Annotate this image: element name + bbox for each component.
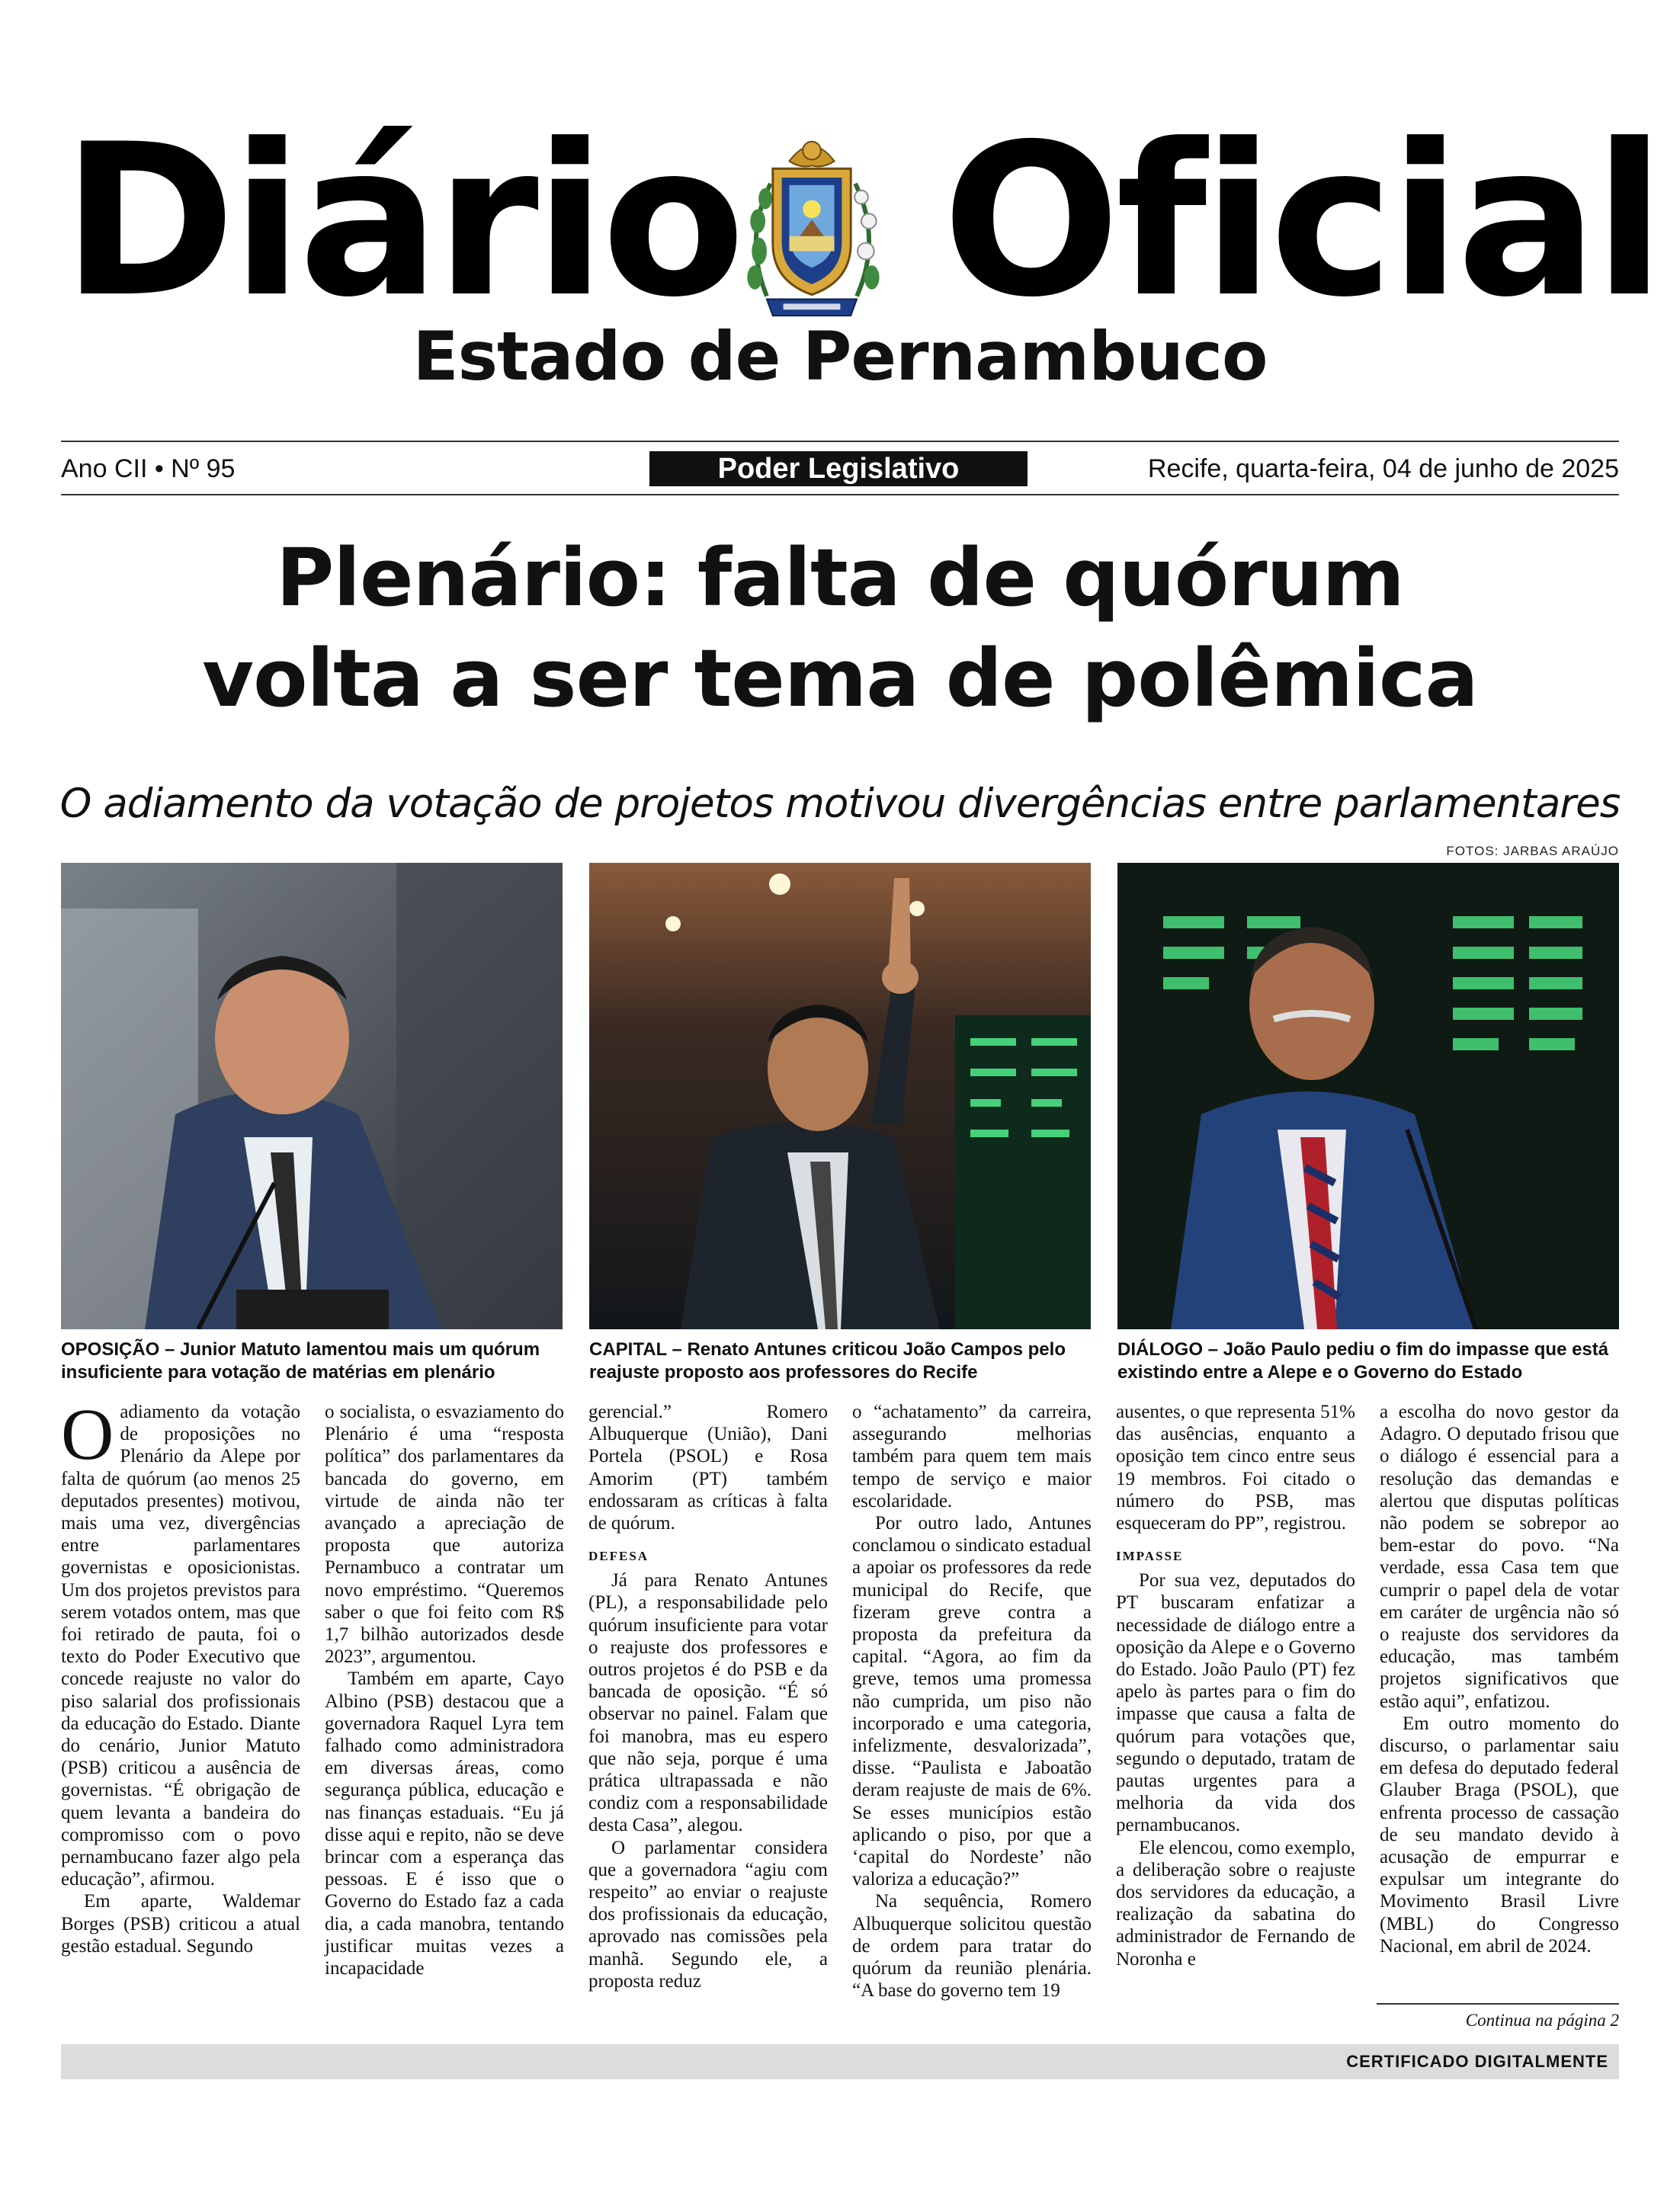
footer-certification: CERTIFICADO DIGITALMENTE <box>1346 2052 1608 2071</box>
headline-line-2: volta a ser tema de polêmica <box>202 632 1478 725</box>
article-column-3 <box>588 1401 828 1992</box>
article-paragraph: Em aparte, Waldemar Borges (PSB) criticou a atual gestão estadual. Segundo <box>61 1891 300 1957</box>
article-paragraph: o “achatamento” da carreira, assegurando melhorias também para quem tem mais tempo de serviço e maior escolaridade. <box>852 1402 1092 1511</box>
article-text: adiamento da votação de proposições no Plenário da Alepe por falta de quórum (ao menos 25 deputados presentes) motivou, mais uma vez, divergências entre parlamentares governistas e oposicionistas. Um dos projetos previstos para serem votados ontem, mas que foi retirado de pauta, foi o texto do Poder Executivo que concede reajuste no valor do piso salarial dos profissionais da educação do Estado. Diante do cenário, Junior Matuto (PSB) criticou a ausência de governistas. “É obrigação de quem levanta a bandeira do compromisso com o povo pernambucano fazer algo pela educação”, afirmou. <box>61 1402 300 1890</box>
article-paragraph <box>61 1393 300 1890</box>
article-column-4 <box>852 1401 1092 2002</box>
deck: O adiamento da votação de projetos motivou divergências entre parlamentares <box>59 780 1621 827</box>
headline <box>0 527 1680 729</box>
masthead-title-left: Diário <box>62 99 741 343</box>
drop-cap: O <box>61 1393 114 1475</box>
footer-bar <box>61 2044 1619 2079</box>
caption-photo-1: OPOSIÇÃO – Junior Matuto lamentou mais um quórum insuficiente para votação de matérias em plenário <box>61 1339 540 1383</box>
article-paragraph: o socialista, o esvaziamento do Plenário é uma “resposta política” dos parlamentares da bancada do governo, em virtude de ainda não ter avançado a apreciação de proposta que autoriza Pernambuco a contratar um novo empréstimo. “Queremos saber o que foi feito com R$ 1,7 bilhão autorizados desde 2023”, argumentou. <box>325 1402 564 1668</box>
article-paragraph: Ele elencou, como exemplo, a deliberação sobre o reajuste dos servidores da educação, a realização da sabatina do administrador de Fernando de Noronha e <box>1116 1837 1355 1970</box>
caption-photo-3: DIÁLOGO – João Paulo pediu o fim do impasse que está existindo entre a Alepe e o Governo do Estado <box>1117 1339 1609 1383</box>
article-paragraph: Já para Renato Antunes (PL), a responsabilidade pelo quórum insuficiente para votar o reajuste dos professores e outros projetos é do PSB e da bancada de oposição. “É só observar no painel. Falam que foi manobra, mas eu espero que não seja, porque é uma prática ultrapassada e não condiz com a responsabilidade desta Casa”, alegou. <box>588 1570 828 1836</box>
article-paragraph: Em outro momento do discurso, o parlamentar saiu em defesa do deputado federal Glauber Braga (PSOL), que enfrenta processo de cassação de seu mandato devido à acusação de empurrar e expulsar um integrante do Movimento Brasil Livre (MBL) do Congresso Nacional, em abril de 2024. <box>1380 1713 1619 1957</box>
article-paragraph: Por outro lado, Antunes conclamou o sindicato estadual a apoiar os professores da rede municipal do Recife, que fizeram greve contra a proposta da prefeitura da capital. “Agora, ao fim da greve, temos uma promessa não cumprida, um piso não incorporado e uma categoria, infelizmente, desvalorizada”, disse. “Paulista e Jaboatão deram reajuste de mais de 6%. Se esses municípios estão aplicando o piso, por que a ‘capital do Nordeste’ não valoriza a educação?” <box>852 1513 1092 1890</box>
pernambuco-coat-of-arms-icon <box>736 131 887 323</box>
section-tag: Poder Legislativo <box>649 451 1028 486</box>
edition-number: Ano CII • Nº 95 <box>61 454 236 483</box>
top-rule <box>61 441 1619 442</box>
article-column-5 <box>1116 1401 1355 1970</box>
photo-joao-paulo <box>1117 863 1619 1329</box>
article-paragraph: gerencial.” Romero Albuquerque (União), Dani Portela (PSOL) e Rosa Amorim (PT) também endossaram as críticas à falta de quórum. <box>588 1402 828 1534</box>
continua-rule <box>1377 2003 1619 2005</box>
photo-credit: FOTOS: JARBAS ARAÚJO <box>1446 844 1619 858</box>
article-column-2 <box>325 1401 564 1979</box>
article-paragraph: ausentes, o que representa 51% das ausências, enquanto a oposição tem cinco entre seus 19 membros. Foi citado o número do PSB, mas esqueceram do PP”, registrou. <box>1116 1402 1355 1534</box>
photo-junior-matuto <box>61 863 563 1329</box>
masthead-title-right: Oficial <box>942 99 1661 343</box>
photo-renato-antunes <box>589 863 1091 1329</box>
article-paragraph: a escolha do novo gestor da Adagro. O deputado frisou que o diálogo é essencial para a resolução das demandas e alertou que disputas políticas não podem se sobrepor ao bem-estar do povo. “Na verdade, essa Casa tem que cumprir o papel dela de votar em caráter de urgência não só o reajuste dos servidores da educação, mas também projetos significativos que estão aqui”, enfatizou. <box>1380 1402 1619 1712</box>
article-paragraph: O parlamentar considera que a governadora “agiu com respeito” ao enviar o reajuste dos profissionais da educação, aprovado nas comissões pela manhã. Segundo ele, a proposta reduz <box>588 1837 828 1992</box>
article-column-6 <box>1380 1401 1619 1957</box>
continua-link[interactable]: Continua na página 2 <box>1465 2011 1619 2030</box>
article-paragraph: Também em aparte, Cayo Albino (PSB) destacou que a governadora Raquel Lyra tem falhado como administradora em diversas áreas, como segurança pública, educação e nas finanças estaduais. “Eu já disse aqui e repito, não se deve brincar com a esperança das pessoas. E é isso que o Governo do Estado faz a cada dia, a cada manobra, tentando justificar muitas vezes a incapacidade <box>325 1668 564 1979</box>
article-paragraph: Na sequência, Romero Albuquerque solicitou questão de ordem para tratar do quórum da reunião plenária. “A base do governo tem 19 <box>852 1891 1092 2002</box>
subhead-defesa: DEFESA <box>588 1549 649 1564</box>
masthead <box>0 99 1680 343</box>
bottom-rule <box>61 494 1619 495</box>
article-column-1 <box>61 1393 300 1957</box>
caption-photo-2: CAPITAL – Renato Antunes criticou João Campos pelo reajuste proposto aos professores do Recife <box>589 1339 1066 1383</box>
masthead-subtitle: Estado de Pernambuco <box>412 317 1268 396</box>
issue-date: Recife, quarta-feira, 04 de junho de 2025 <box>1147 454 1619 483</box>
subhead-impasse: IMPASSE <box>1116 1549 1184 1564</box>
article-paragraph: Por sua vez, deputados do PT buscaram enfatizar a necessidade de diálogo entre a oposição da Alepe e o Governo do Estado. João Paulo (PT) fez apelo às partes para o fim do impasse que causa a falta de quórum para votações que, segundo o deputado, tratam de pautas urgentes para a melhoria da vida dos pernambucanos. <box>1116 1570 1355 1836</box>
headline-line-1: Plenário: falta de quórum <box>276 531 1404 624</box>
